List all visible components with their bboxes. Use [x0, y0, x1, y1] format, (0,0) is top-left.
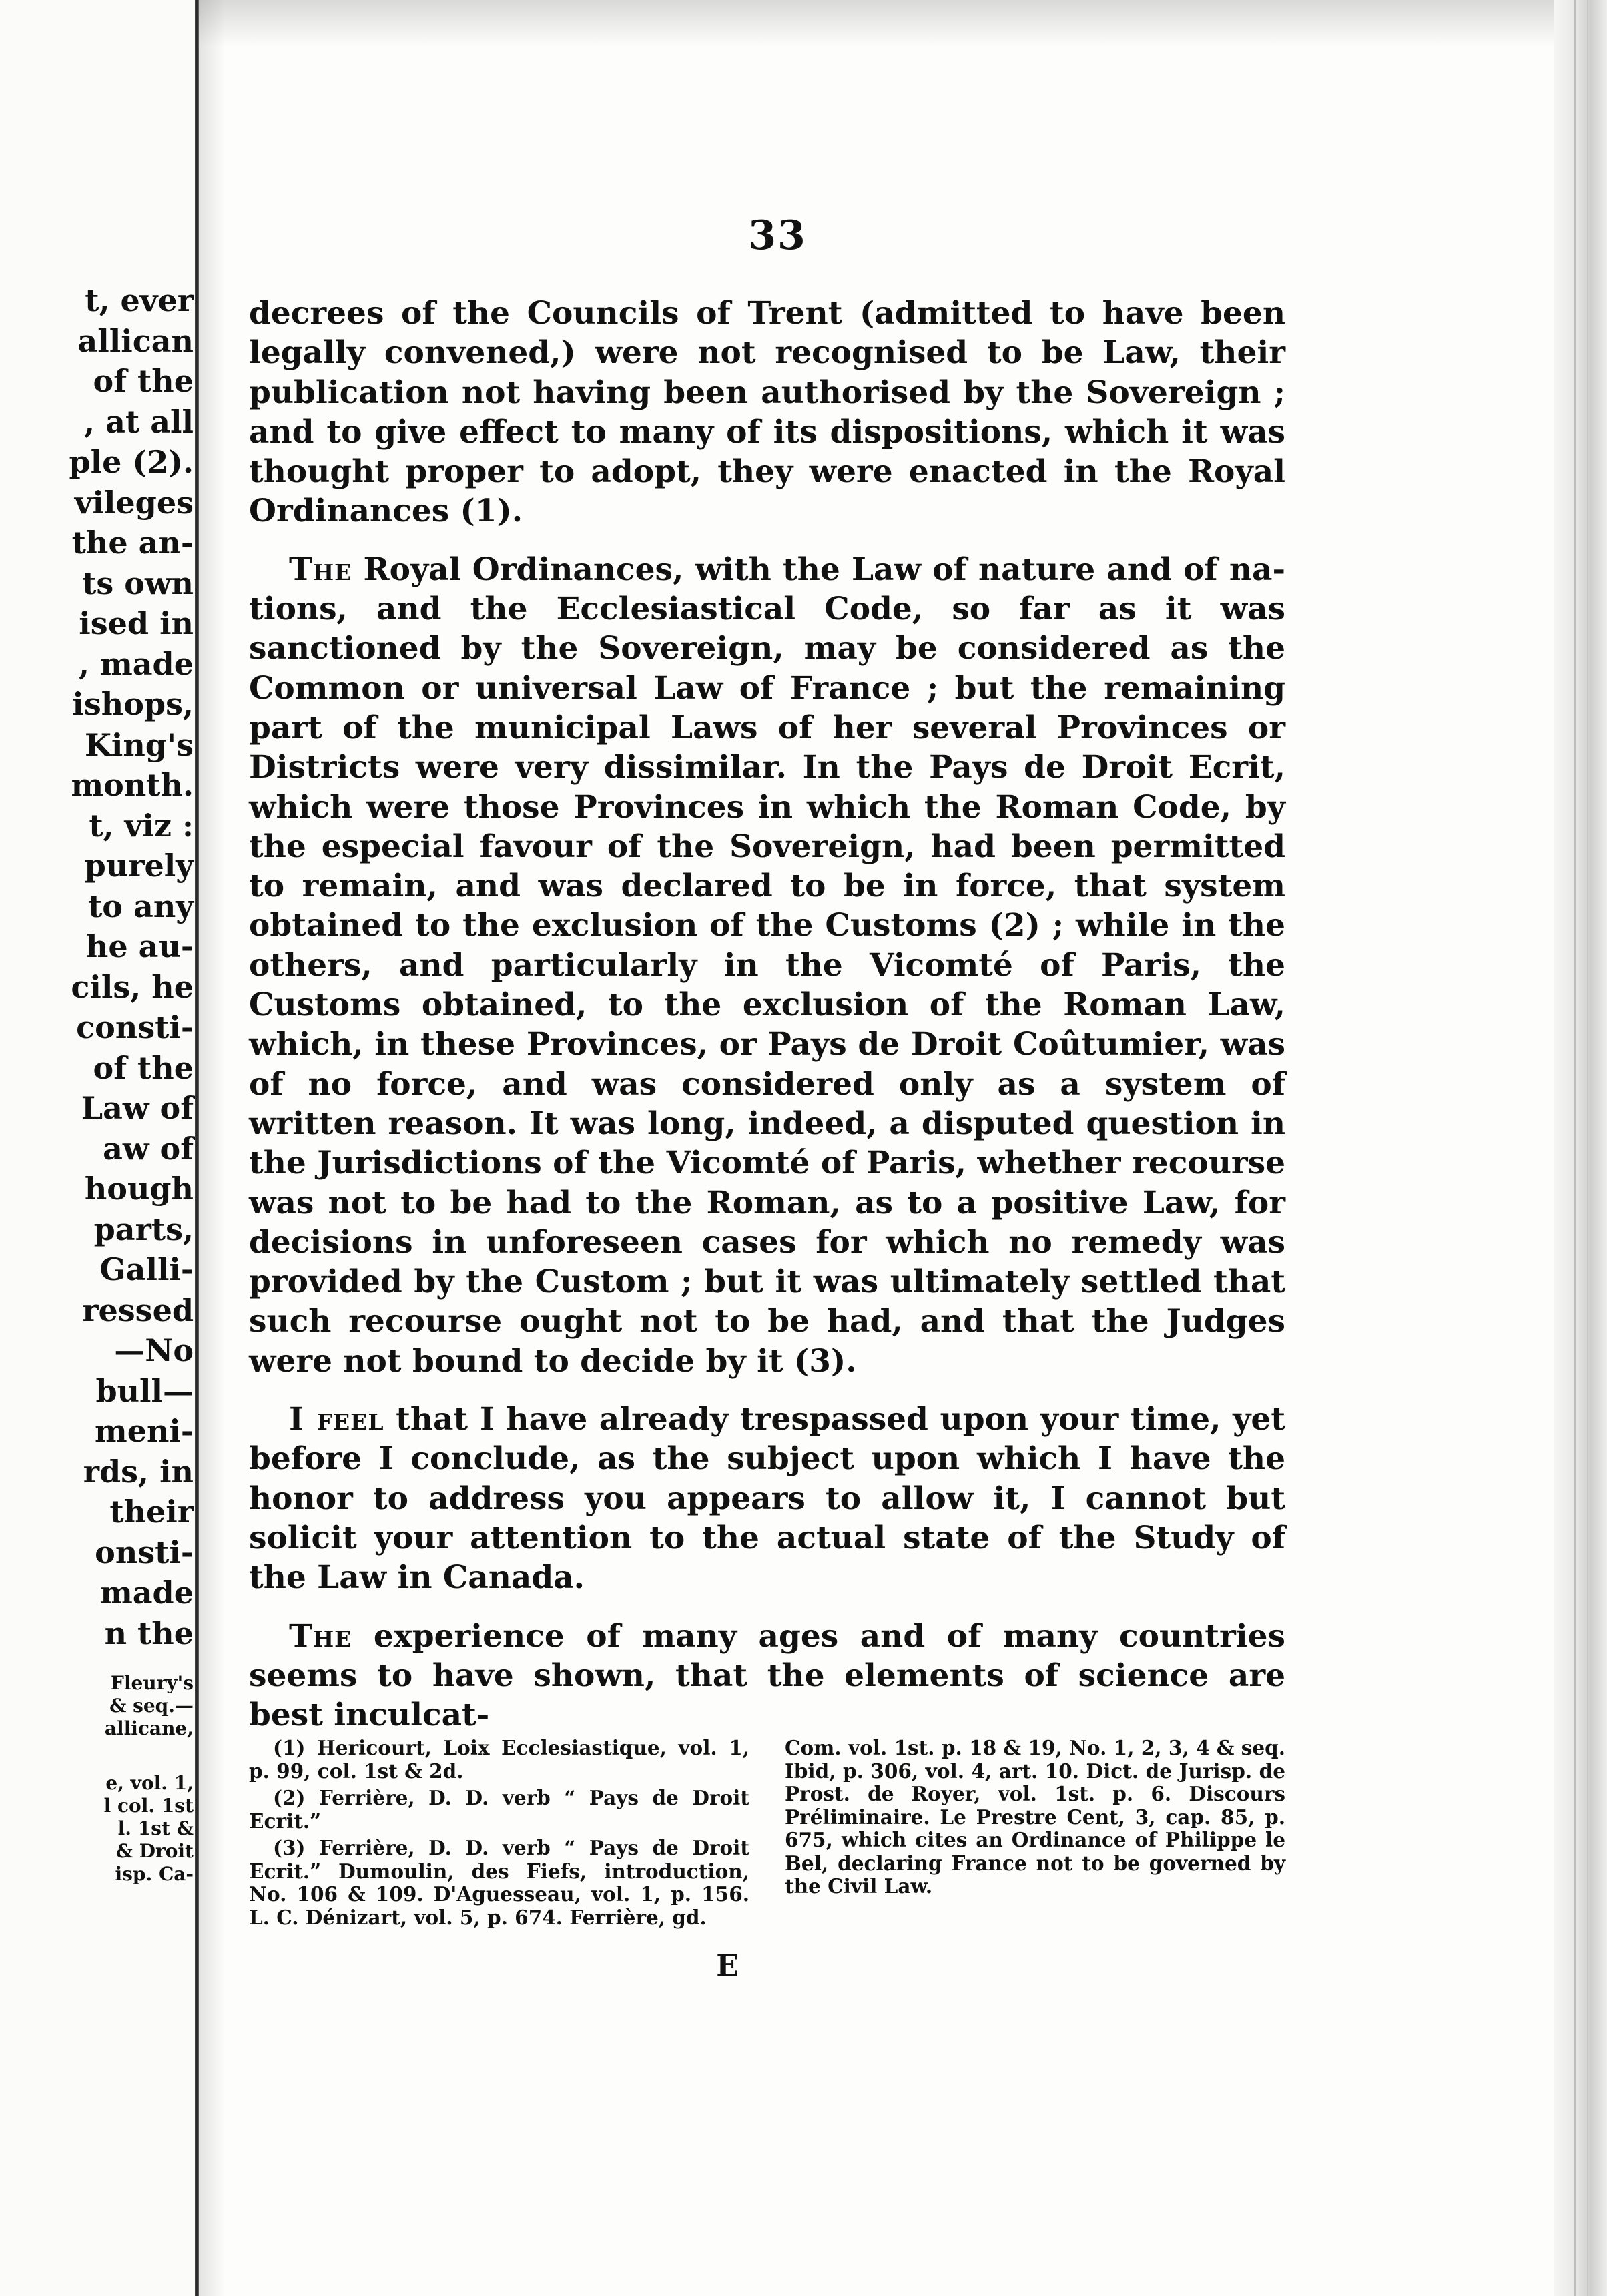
facing-page-line: cils, he	[71, 968, 194, 1005]
footnote-column-right	[785, 1737, 1285, 1933]
facing-page-line: t, viz :	[89, 807, 194, 844]
facing-page-line: their	[109, 1494, 194, 1530]
facing-page-note-line: & Droit	[115, 1840, 194, 1862]
paragraph-lead: I feel	[289, 1401, 384, 1438]
facing-page-line: rds, in	[83, 1453, 194, 1490]
facing-page-line: he au-	[85, 928, 194, 964]
facing-page-line: to any	[88, 888, 194, 924]
facing-page-line: t, ever	[85, 282, 194, 318]
paragraph-lead: The	[289, 1617, 352, 1655]
facing-page-line: vileges	[74, 484, 194, 521]
facing-page-notes	[0, 1672, 194, 1886]
facing-page-note-line: l. 1st &	[117, 1817, 194, 1839]
facing-page-line: n the	[104, 1615, 194, 1651]
paragraph-text: experience of many ages and of many countries seems to have shown, that the elements of science are best inculcat-	[249, 1617, 1285, 1734]
facing-page-line: , at all	[84, 403, 194, 440]
paragraph	[249, 550, 1285, 1381]
facing-page-line: parts,	[93, 1211, 194, 1247]
paragraph	[249, 294, 1285, 531]
facing-page-note-line: isp. Ca-	[115, 1863, 194, 1885]
signature-mark: E	[716, 1949, 739, 1983]
facing-page-line: ple (2).	[69, 444, 194, 480]
facing-page-note-line: l col. 1st	[103, 1795, 194, 1817]
facing-page-line: month.	[71, 767, 194, 803]
facing-page-line: of the	[93, 1049, 194, 1086]
top-edge-shadow	[199, 0, 1607, 47]
facing-page-note-line: Fleury's	[110, 1672, 194, 1694]
footnote-column-left	[249, 1737, 749, 1933]
footnote-3: (3) Ferrière, D. D. verb “ Pays de Droit Ecrit.” Dumoulin, des Fiefs, introduction, No. 106 & 109. D'Aguesseau, vol. 1, p. 156. L. C. Dénizart, vol. 5, p. 674. Ferrière, gd.	[249, 1836, 749, 1929]
facing-page-note-line: & seq.—	[109, 1695, 194, 1717]
paragraph-lead: The	[289, 551, 352, 588]
paragraph-text: Royal Ordinances, with the Law of nature and of nations, and the Ecclesiastical Code, so far as it was sanctioned by the Sovereign, may be considered as the Common or universal Law of France ; but the remaining part of the municipal Laws of her several Provinces or Districts were very dissimilar. In the Pays de Droit Ecrit, which were those Provinces in which the Roman Code, by the especial favour of the Sovereign, had been permitted to remain, and was declared to be in force, that system obtained to the exclusion of the Customs (2) ; while in the others, and particularly in the Vicomté of Paris, the Customs obtained, to the exclusion of the Roman Law, which, in these Provinces, or Pays de Droit Coûtumier, was of no force, and was considered only as a system of written reason. It was long, indeed, a disputed question in the Jurisdictions of the Vicomté of Paris, whether recourse was not to be had to the Roman, as to a positive Law, for decisions in unforeseen cases for which no remedy was provided by the Custom ; but it was ultimately settled that such recourse ought not to be had, and that the Judges were not bound to decide by it (3).	[249, 551, 1285, 1380]
facing-page-line: onsti-	[95, 1534, 194, 1570]
facing-page-line: the an-	[71, 525, 194, 561]
facing-page-line: Galli-	[99, 1251, 194, 1287]
facing-page-line: made	[100, 1574, 194, 1611]
facing-page-line: ressed	[82, 1292, 194, 1328]
paragraph	[249, 1400, 1285, 1597]
paragraph-text: that I have already trespassed upon your time, yet before I conclude, as the subject upon which I have the honor to address you appears to allow it, I cannot but solicit your attention to the actual state of the Study of the Law in Canada.	[249, 1401, 1285, 1597]
facing-page-note-gap	[0, 1740, 194, 1772]
page-edges	[1554, 0, 1607, 2296]
facing-page-line: aw of	[103, 1130, 194, 1167]
facing-page-line: meni-	[95, 1413, 194, 1449]
facing-page-line: King's	[84, 726, 194, 763]
facing-page-line: ts own	[82, 565, 194, 601]
body-text	[249, 294, 1285, 1753]
facing-page-line: , made	[79, 645, 194, 682]
footnote-2: (2) Ferrière, D. D. verb “ Pays de Droit Ecrit.”	[249, 1786, 749, 1833]
facing-page-note-line: e, vol. 1,	[105, 1772, 194, 1794]
facing-page-line: hough	[84, 1171, 194, 1207]
paragraph-text: decrees of the Councils of Trent (admitted to have been legally convened,) were not recognised to be Law, their publication not having been authorised by the Sovereign ; and to give effect to many of its dispositions, which it was thought proper to adopt, they were enacted in the Royal Ordinances (1).	[249, 295, 1285, 530]
facing-page-line: ishops,	[72, 686, 194, 722]
footnote-1: (1) Hericourt, Loix Ecclesiastique, vol. 1, p. 99, col. 1st & 2d.	[249, 1736, 749, 1783]
facing-page-line: bull—	[95, 1372, 194, 1409]
facing-page-text	[0, 280, 194, 1653]
gutter-shadow	[199, 0, 226, 2296]
paragraph	[249, 1617, 1285, 1735]
page-number: 33	[748, 212, 807, 259]
facing-page-line: of the	[93, 363, 194, 399]
facing-page-line: —No	[114, 1332, 194, 1368]
facing-page-line: consti-	[76, 1009, 194, 1045]
facing-page-note-line: allicane,	[104, 1717, 194, 1739]
facing-page-strip	[0, 0, 195, 2296]
footnote-3-continued: Com. vol. 1st. p. 18 & 19, No. 1, 2, 3, 4 & seq. Ibid, p. 306, vol. 4, art. 10. Dict. de Jurisp. de Prost. de Royer, vol. 1st. p. 6. Discours Préliminaire. Le Prestre Cent, 3, cap. 85, p. 675, which cites an Ordinance of Philippe le Bel, declaring France not to be governed by the Civil Law.	[785, 1736, 1285, 1898]
facing-page-line: Law of	[81, 1090, 194, 1126]
facing-page-line: allican	[77, 322, 194, 359]
facing-page-line: purely	[84, 848, 194, 884]
facing-page-line: ised in	[79, 605, 194, 641]
footnotes	[249, 1737, 1285, 1933]
